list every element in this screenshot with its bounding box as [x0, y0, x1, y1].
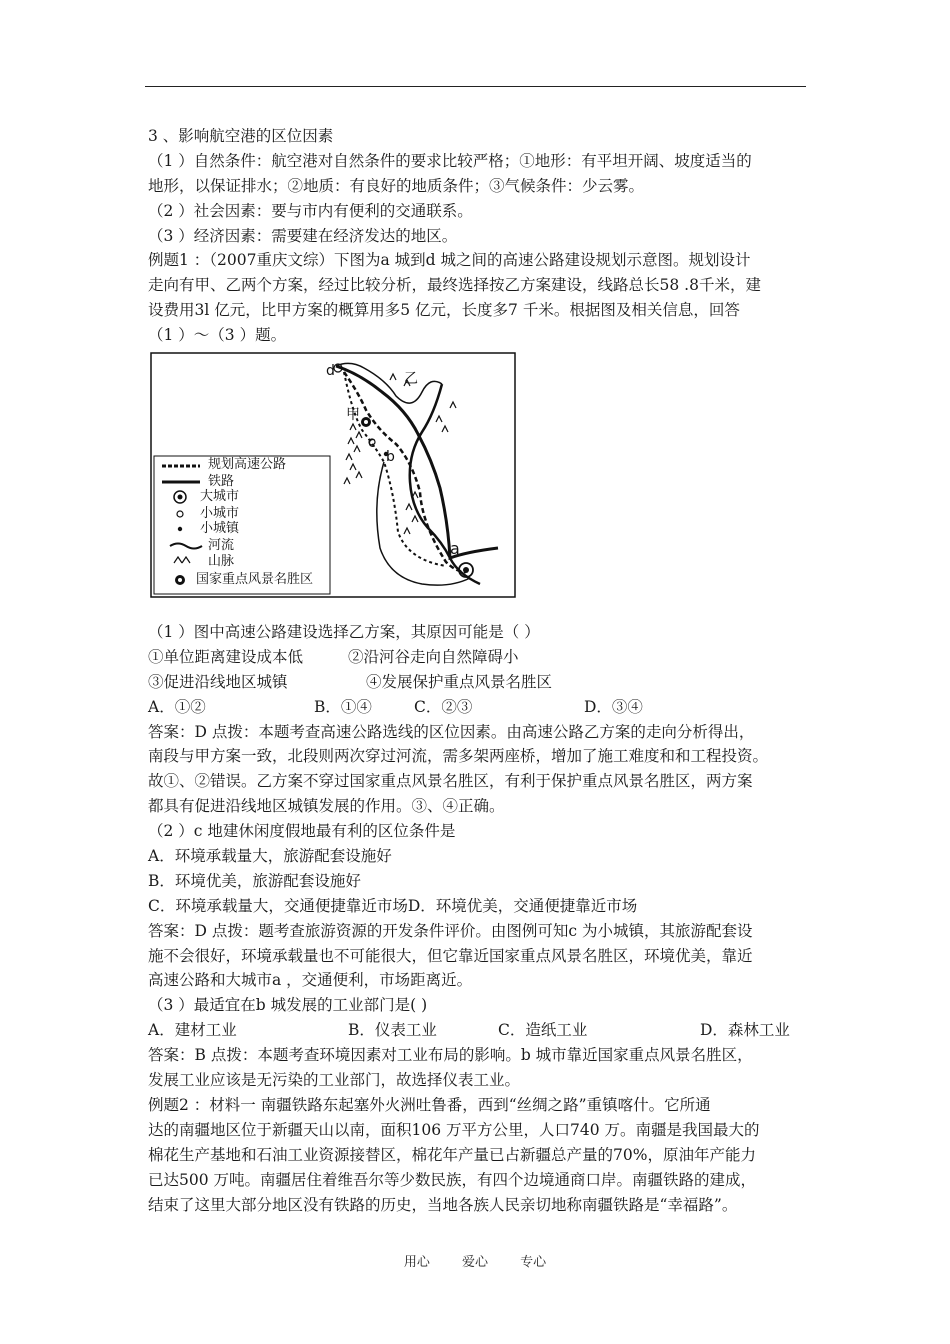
example1-line: 设费用3l 亿元，比甲方案的概算用多5 亿元，长度多7 千米。根据图及相关信息，回答 [148, 301, 740, 320]
map-label-d: d [326, 363, 335, 380]
example1-line: 例题1 ：（2007重庆文综）下图为a 城到d 城之间的高速公路建设规划示意图。规划设计 [148, 251, 751, 270]
q2-answer-line: 施不会很好，环境承载量也不可能很大，但它靠近国家重点风景名胜区，环境优美，靠近 [148, 946, 753, 965]
legend-big-city: 大城市 [200, 489, 240, 505]
legend-river: 河流 [208, 538, 235, 554]
legend-small-city: 小城市 [200, 506, 240, 522]
q1-answer-line: 南段与甲方案一致，北段则两次穿过河流，需多架两座桥，增加了施工难度和和工程投资。 [148, 747, 769, 766]
q2-option: A．环境承载量大，旅游配套设施好 [148, 847, 392, 866]
q2-option: B．环境优美，旅游配套设施好 [148, 871, 361, 890]
q1-option: A．①② [148, 697, 206, 716]
factor-line: （1 ）自然条件：航空港对自然条件的要求比较严格；①地形：有平坦开阔、坡度适当的 [148, 151, 752, 170]
example2-line: 棉花生产基地和石油工业资源接替区，棉花年产量已占新疆总产量的70%，原油年产能力 [148, 1145, 756, 1164]
map-figure [150, 352, 516, 598]
factor-line: （3 ）经济因素：需要建在经济发达的地区。 [148, 226, 458, 245]
q1-stem: （1 ）图中高速公路建设选择乙方案，其原因可能是（ ） [148, 623, 540, 642]
legend-small-town: 小城镇 [200, 521, 240, 537]
q3-option: B．仪表工业 [348, 1021, 437, 1040]
q1-answer-line: 答案：D 点拨：本题考查高速公路选线的区位因素。由高速公路乙方案的走向分析得出， [148, 722, 755, 741]
footer-text: 爱心 [461, 1255, 488, 1270]
q1-answer-line: 都具有促进沿线地区城镇发展的作用。③、④正确。 [148, 797, 505, 816]
q3-option: A．建材工业 [148, 1021, 237, 1040]
page-footer [0, 1251, 950, 1270]
q1-option: D．③④ [584, 697, 643, 716]
q2-answer-line: 答案：D 点拨：题考查旅游资源的开发条件评价。由图例可知c 为小城镇，其旅游配套设 [148, 921, 753, 940]
header-rule [145, 86, 806, 87]
example2-line: 例题2 ：材料一 南疆铁路东起塞外火洲吐鲁番，西到“丝绸之路”重镇喀什。它所通 [148, 1095, 711, 1114]
q1-items-row [148, 670, 808, 695]
q3-answer-line: 发展工业应该是无污染的工业部门，故选择仪表工业。 [148, 1071, 521, 1090]
section-title: 3 、影响航空港的区位因素 [148, 127, 334, 145]
q1-option: C．②③ [414, 697, 473, 716]
example2-line: 已达500 万吨。南疆居住着维吾尔等少数民族，有四个边境通商口岸。南疆铁路的建成， [148, 1170, 757, 1189]
example2-line: 达的南疆地区位于新疆天山以南，面积106 万平方公里，人口740 万。南疆是我国最大的 [148, 1120, 760, 1139]
q3-answer-line: 答案：B 点拨：本题考查环境因素对工业布局的影响。b 城市靠近国家重点风景名胜区， [148, 1046, 753, 1065]
example1-line: （1 ）～（3 ）题。 [148, 326, 287, 345]
q2-answer-line: 高速公路和大城市a ，交通便利，市场距离近。 [148, 971, 473, 990]
document-body [148, 124, 808, 1217]
q1-items-row [148, 645, 808, 670]
map-label-jia: 甲 [346, 407, 360, 424]
map-label-yi: 乙 [404, 371, 418, 388]
map-label-c: c [368, 435, 376, 452]
q2-stem: （2 ）c 地建休闲度假地最有利的区位条件是 [148, 822, 456, 841]
example2-line: 结束了这里大部分地区没有铁路的历史，当地各族人民亲切地称南疆铁路是“幸福路”。 [148, 1195, 738, 1214]
footer-text: 用心 [403, 1255, 430, 1270]
q3-options-row [148, 1018, 808, 1043]
q3-option: C．造纸工业 [498, 1021, 588, 1040]
legend-mountain: 山脉 [208, 554, 235, 570]
q1-option: B．①④ [314, 697, 372, 716]
map-label-a: a [450, 539, 460, 559]
factor-line: 地形，以保证排水；②地质：有良好的地质条件；③气候条件：少云雾。 [148, 176, 645, 195]
q1-options-row [148, 695, 808, 720]
map-label-b: b [386, 449, 395, 466]
q1-item: ④发展保护重点风景名胜区 [366, 672, 553, 691]
footer-text: 专心 [520, 1255, 547, 1270]
q2-option: C．环境承载量大，交通便捷靠近市场D．环境优美，交通便捷靠近市场 [148, 896, 638, 915]
highway-planning-map [150, 352, 516, 598]
q3-option: D．森林工业 [700, 1021, 790, 1040]
q1-item: ③促进沿线地区城镇 [148, 672, 288, 691]
q3-stem: （3 ）最适宜在b 城发展的工业部门是( ) [148, 996, 428, 1015]
legend-scenic-area: 国家重点风景名胜区 [196, 572, 314, 588]
legend-planned-highway: 规划高速公路 [208, 457, 287, 473]
factor-line: （2 ）社会因素：要与市内有便利的交通联系。 [148, 201, 473, 220]
q1-item: ②沿河谷走向自然障碍小 [348, 647, 519, 666]
q1-answer-line: 故①、②错误。乙方案不穿过国家重点风景名胜区，有利于保护重点风景名胜区，两方案 [148, 772, 753, 791]
q1-item: ①单位距离建设成本低 [148, 647, 304, 666]
example1-line: 走向有甲、乙两个方案，经过比较分析，最终选择按乙方案建设，线路总长58 .8千米，建 [148, 276, 761, 295]
legend-railway: 铁路 [208, 474, 235, 490]
